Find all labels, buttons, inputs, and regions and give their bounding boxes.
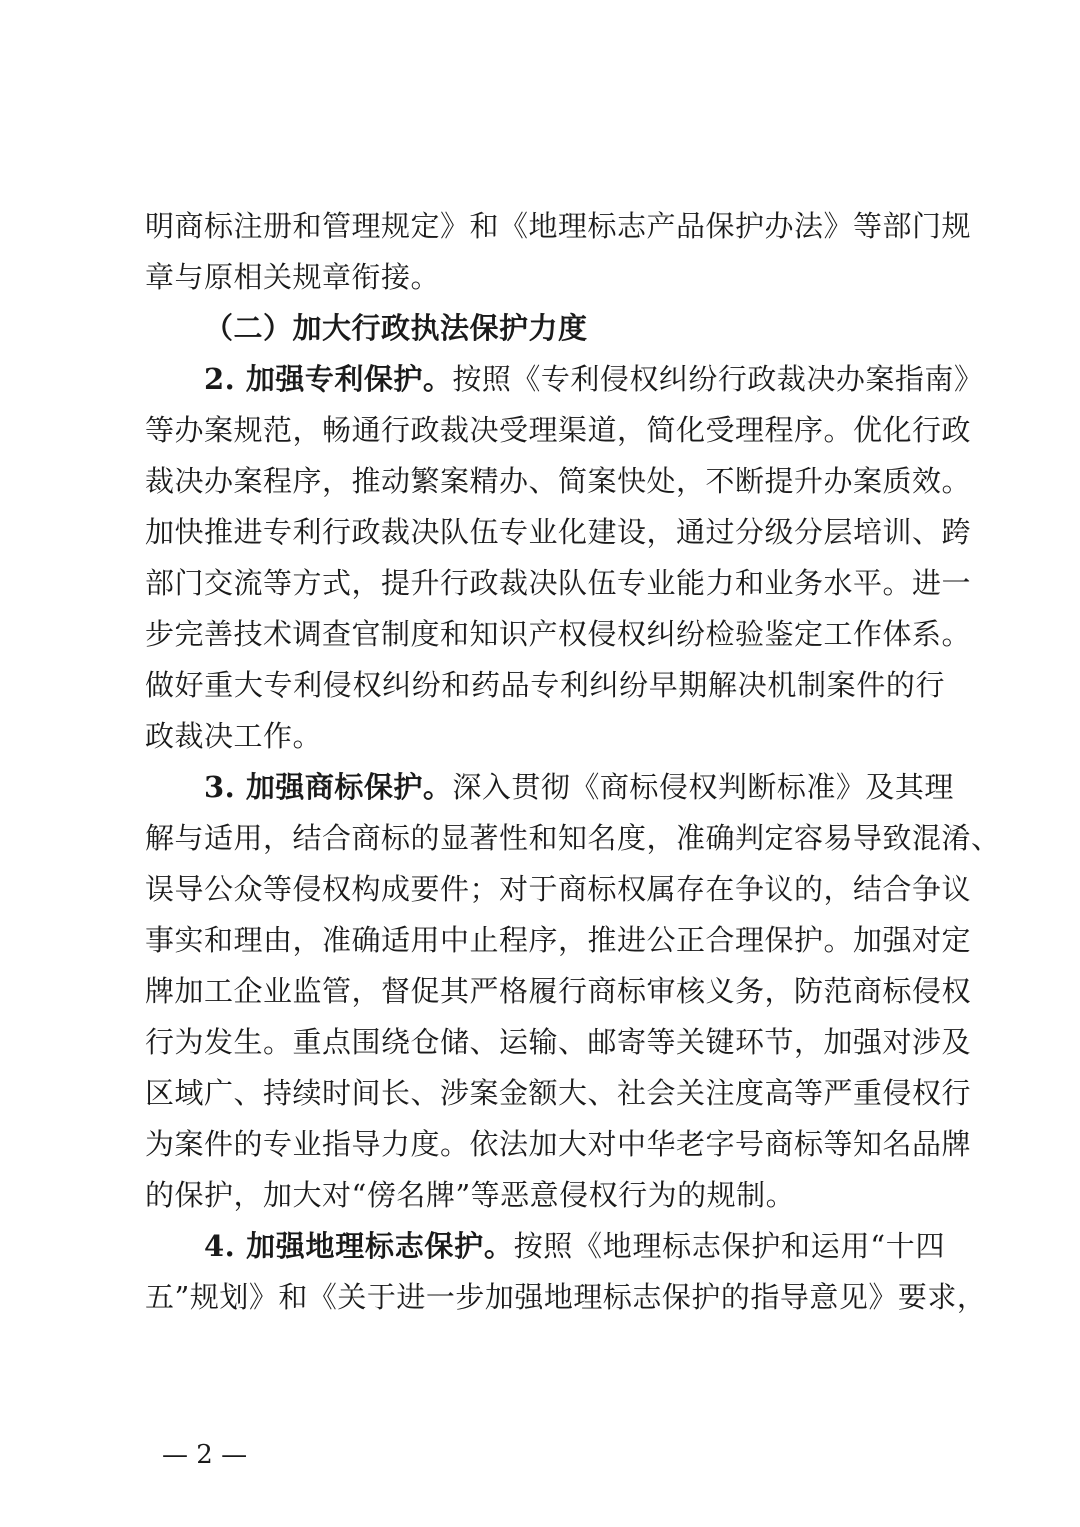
- body-line: 加快推进专利行政裁决队伍专业化建设，通过分级分层培训、跨: [145, 515, 972, 549]
- item-heading: 2. 加强专利保护。: [204, 362, 453, 396]
- body-line: 误导公众等侵权构成要件；对于商标权属存在争议的，结合争议: [145, 872, 972, 906]
- page-number: — 2 —: [162, 1440, 248, 1470]
- body-text: 按照《地理标志保护和运用“十四: [513, 1229, 945, 1263]
- body-line: 为案件的专业指导力度。依法加大对中华老字号商标等知名品牌: [145, 1127, 972, 1161]
- paragraph-first-line: [204, 761, 954, 813]
- body-line: 的保护，加大对“傍名牌”等恶意侵权行为的规制。: [145, 1178, 796, 1212]
- body-line: 步完善技术调查官制度和知识产权侵权纠纷检验鉴定工作体系。: [145, 617, 972, 651]
- body-line: 做好重大专利侵权纠纷和药品专利纠纷早期解决机制案件的行: [145, 668, 945, 702]
- body-line: 行为发生。重点围绕仓储、运输、邮寄等关键环节，加强对涉及: [145, 1025, 972, 1059]
- item-heading: 4. 加强地理标志保护。: [204, 1229, 514, 1263]
- item-heading: 3. 加强商标保护。: [204, 770, 453, 804]
- body-line: 政裁决工作。: [145, 719, 323, 753]
- paragraph-first-line: [204, 1220, 945, 1272]
- body-line: 事实和理由，准确适用中止程序，推进公正合理保护。加强对定: [145, 923, 972, 957]
- body-line: 裁决办案程序，推动繁案精办、简案快处，不断提升办案质效。: [145, 464, 972, 498]
- body-line: 章与原相关规章衔接。: [145, 260, 441, 294]
- body-line: 部门交流等方式，提升行政裁决队伍专业能力和业务水平。进一: [145, 566, 972, 600]
- body-line: 明商标注册和管理规定》和《地理标志产品保护办法》等部门规: [145, 209, 972, 243]
- body-line: 五”规划》和《关于进一步加强地理标志保护的指导意见》要求，: [145, 1280, 987, 1314]
- paragraph-first-line: [204, 353, 984, 405]
- section-heading: （二）加大行政执法保护力度: [204, 311, 588, 345]
- body-text: 深入贯彻《商标侵权判断标准》及其理: [452, 770, 954, 804]
- body-line: 等办案规范，畅通行政裁决受理渠道，简化受理程序。优化行政: [145, 413, 972, 447]
- body-line: 牌加工企业监管，督促其严格履行商标审核义务，防范商标侵权: [145, 974, 972, 1008]
- body-line: 区域广、持续时间长、涉案金额大、社会关注度高等严重侵权行: [145, 1076, 972, 1110]
- body-line: 解与适用，结合商标的显著性和知名度，准确判定容易导致混淆、: [145, 821, 1001, 855]
- body-text: 按照《专利侵权纠纷行政裁决办案指南》: [452, 362, 984, 396]
